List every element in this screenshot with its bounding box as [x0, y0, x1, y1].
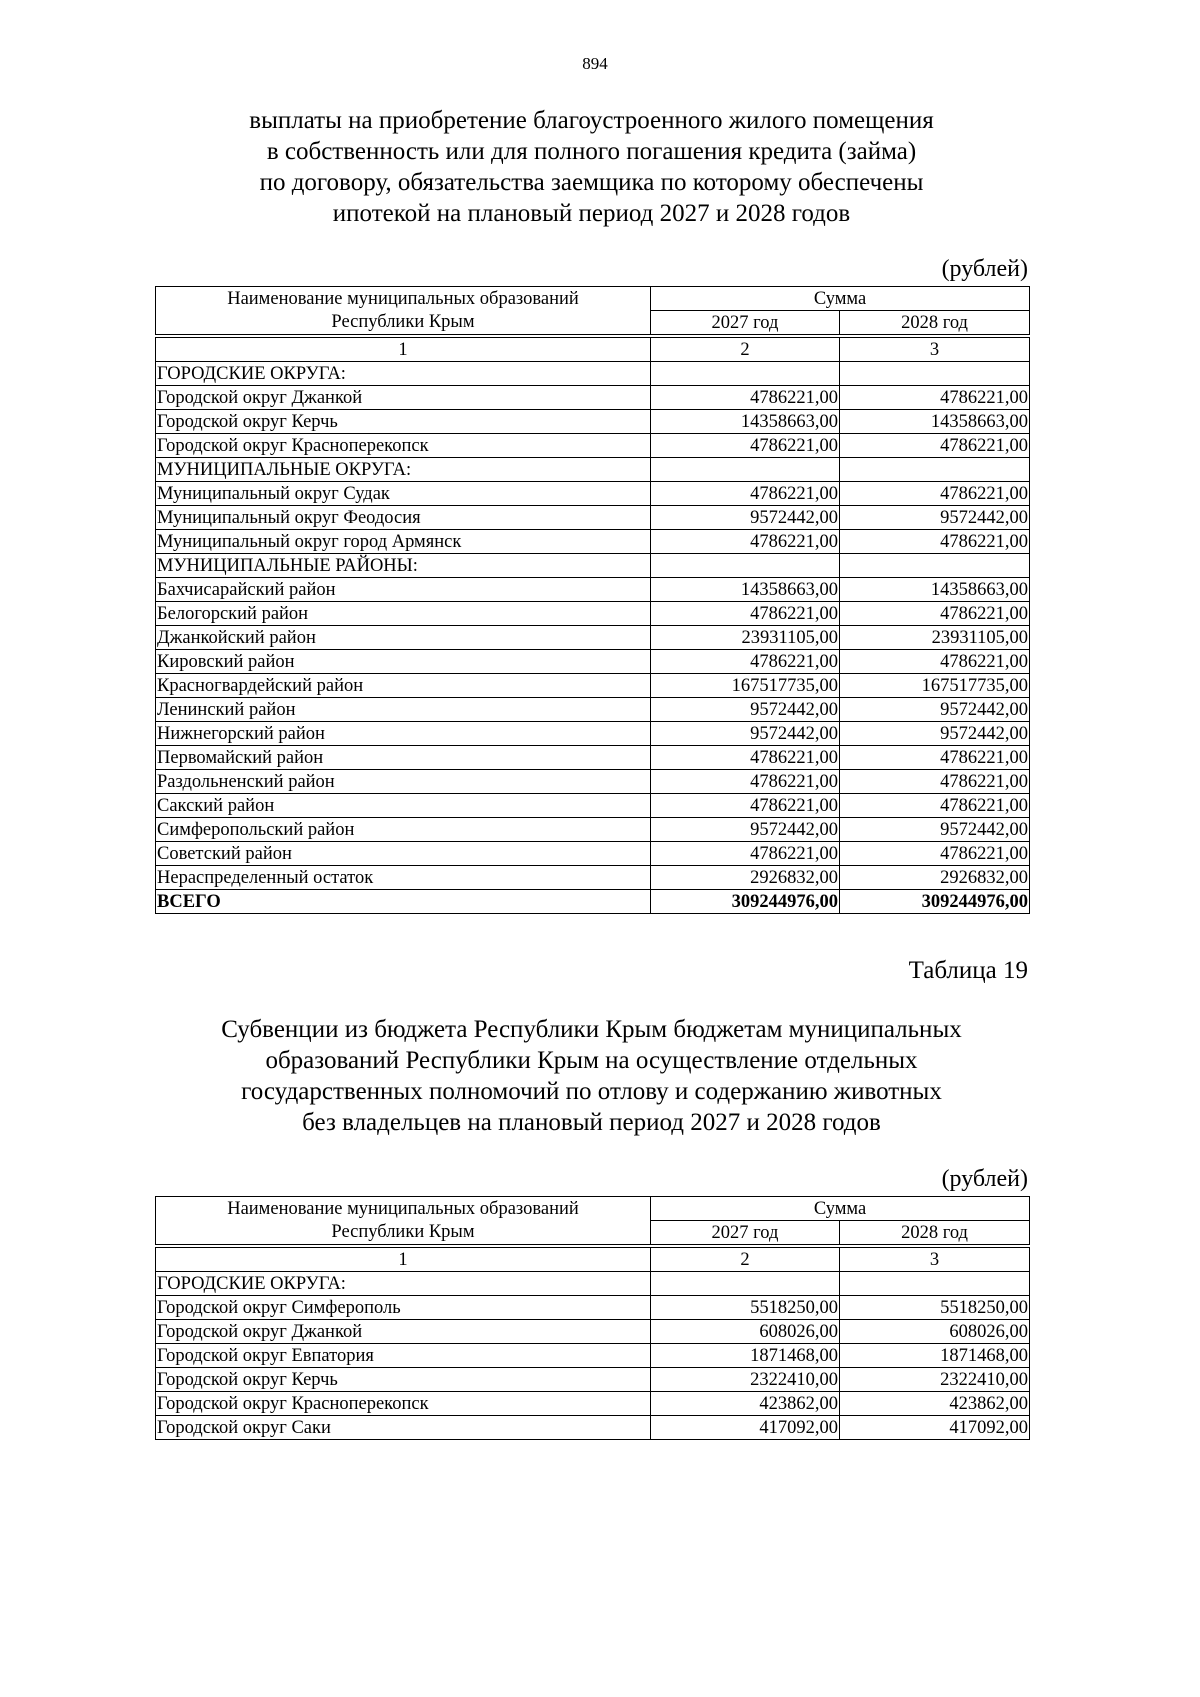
- name-cell: Городской округ Евпатория: [156, 1344, 651, 1368]
- header-year-2027: 2027 год: [651, 1221, 840, 1245]
- table-row: [156, 818, 1030, 842]
- name-cell: Ленинский район: [156, 698, 651, 722]
- table-row: [156, 722, 1030, 746]
- value-2028-cell: 9572442,00: [840, 722, 1030, 746]
- group-header-row: [156, 458, 1030, 482]
- table-row: [156, 650, 1030, 674]
- table-row: [156, 746, 1030, 770]
- value-2028-cell: 4786221,00: [840, 650, 1030, 674]
- name-cell: Городской округ Керчь: [156, 1368, 651, 1392]
- value-2027-cell: 423862,00: [651, 1392, 840, 1416]
- name-cell: Сакский район: [156, 794, 651, 818]
- value-2028-cell: 9572442,00: [840, 506, 1030, 530]
- col-number-1: 1: [156, 1248, 651, 1272]
- total-row: [156, 890, 1030, 914]
- name-cell: Джанкойский район: [156, 626, 651, 650]
- value-2028-cell: [840, 554, 1030, 578]
- value-2028-cell: 4786221,00: [840, 842, 1030, 866]
- name-cell: Кировский район: [156, 650, 651, 674]
- value-2027-cell: 417092,00: [651, 1416, 840, 1440]
- value-2028-cell: 2926832,00: [840, 866, 1030, 890]
- name-cell: Белогорский район: [156, 602, 651, 626]
- name-cell: Городской округ Красноперекопск: [156, 434, 651, 458]
- name-cell: Городской округ Джанкой: [156, 386, 651, 410]
- value-2028-cell: 167517735,00: [840, 674, 1030, 698]
- value-2028-cell: 1871468,00: [840, 1344, 1030, 1368]
- name-cell: Раздольненский район: [156, 770, 651, 794]
- value-2027-cell: 2926832,00: [651, 866, 840, 890]
- value-2027-cell: 4786221,00: [651, 746, 840, 770]
- name-cell: Симферопольский район: [156, 818, 651, 842]
- table-row: [156, 386, 1030, 410]
- value-2027-cell: 4786221,00: [651, 770, 840, 794]
- value-2028-cell: 5518250,00: [840, 1296, 1030, 1320]
- header-year-2027: 2027 год: [651, 311, 840, 335]
- col-number-1: 1: [156, 338, 651, 362]
- value-2028-cell: 608026,00: [840, 1320, 1030, 1344]
- header-sum: Сумма: [651, 287, 1030, 311]
- name-cell: Городской округ Керчь: [156, 410, 651, 434]
- unit-label: (рублей): [941, 1166, 1028, 1192]
- value-2027-cell: 4786221,00: [651, 602, 840, 626]
- value-2027-cell: 9572442,00: [651, 722, 840, 746]
- value-2027-cell: 9572442,00: [651, 698, 840, 722]
- value-2027-cell: 4786221,00: [651, 794, 840, 818]
- table-row: [156, 1344, 1030, 1368]
- title-line: Субвенции из бюджета Республики Крым бюджетам муниципальных: [221, 1016, 962, 1043]
- name-cell: ГОРОДСКИЕ ОКРУГА:: [156, 362, 651, 386]
- name-cell: ГОРОДСКИЕ ОКРУГА:: [156, 1272, 651, 1296]
- table-row: [156, 530, 1030, 554]
- value-2028-cell: 4786221,00: [840, 482, 1030, 506]
- name-cell: Городской округ Саки: [156, 1416, 651, 1440]
- page-number: 894: [582, 54, 608, 73]
- name-cell: МУНИЦИПАЛЬНЫЕ ОКРУГА:: [156, 458, 651, 482]
- table-row: [156, 1320, 1030, 1344]
- col-number-3: 3: [840, 1248, 1030, 1272]
- table-row: [156, 842, 1030, 866]
- value-2028-cell: 4786221,00: [840, 602, 1030, 626]
- subsidy-table-1: [155, 286, 1030, 914]
- value-2028-cell: [840, 458, 1030, 482]
- value-2028-cell: 14358663,00: [840, 410, 1030, 434]
- value-2028-cell: 4786221,00: [840, 434, 1030, 458]
- table-label: Таблица 19: [908, 957, 1028, 984]
- table-row: [156, 482, 1030, 506]
- header-year-2028: 2028 год: [840, 311, 1030, 335]
- table-row: [156, 770, 1030, 794]
- value-2028-cell: 9572442,00: [840, 698, 1030, 722]
- value-2027-cell: 14358663,00: [651, 410, 840, 434]
- value-2027-cell: 4786221,00: [651, 482, 840, 506]
- value-2028-cell: 423862,00: [840, 1392, 1030, 1416]
- value-2028-cell: [840, 362, 1030, 386]
- name-cell: МУНИЦИПАЛЬНЫЕ РАЙОНЫ:: [156, 554, 651, 578]
- name-cell: ВСЕГО: [156, 890, 651, 914]
- table-row: [156, 626, 1030, 650]
- name-cell: Первомайский район: [156, 746, 651, 770]
- value-2027-cell: 23931105,00: [651, 626, 840, 650]
- unit-label: (рублей): [941, 256, 1028, 282]
- name-cell: Муниципальный округ Судак: [156, 482, 651, 506]
- title-line: по договору, обязательства заемщика по которому обеспечены: [259, 169, 924, 196]
- subsidy-table-2: [155, 1196, 1030, 1440]
- table-row: [156, 866, 1030, 890]
- value-2027-cell: 4786221,00: [651, 842, 840, 866]
- value-2027-cell: 1871468,00: [651, 1344, 840, 1368]
- group-header-row: [156, 554, 1030, 578]
- title-line: без владельцев на плановый период 2027 и 2028 годов: [302, 1109, 881, 1136]
- header-name: Наименование муниципальных образований Республики Крым: [156, 287, 651, 335]
- table-row: [156, 1368, 1030, 1392]
- table-row: [156, 1296, 1030, 1320]
- value-2028-cell: 4786221,00: [840, 530, 1030, 554]
- col-number-2: 2: [651, 338, 840, 362]
- header-year-2028: 2028 год: [840, 1221, 1030, 1245]
- name-cell: Нераспределенный остаток: [156, 866, 651, 890]
- title-line: государственных полномочий по отлову и содержанию животных: [241, 1078, 942, 1105]
- value-2028-cell: [840, 1272, 1030, 1296]
- table-row: [156, 1392, 1030, 1416]
- table-row: [156, 1416, 1030, 1440]
- col-number-3: 3: [840, 338, 1030, 362]
- value-2028-cell: 9572442,00: [840, 818, 1030, 842]
- value-2028-cell: 4786221,00: [840, 794, 1030, 818]
- value-2027-cell: 309244976,00: [651, 890, 840, 914]
- header-sum: Сумма: [651, 1197, 1030, 1221]
- table-row: [156, 602, 1030, 626]
- value-2027-cell: 167517735,00: [651, 674, 840, 698]
- value-2027-cell: 9572442,00: [651, 818, 840, 842]
- value-2027-cell: 14358663,00: [651, 578, 840, 602]
- table-row: [156, 794, 1030, 818]
- value-2027-cell: 4786221,00: [651, 650, 840, 674]
- name-cell: Муниципальный округ Феодосия: [156, 506, 651, 530]
- value-2027-cell: 2322410,00: [651, 1368, 840, 1392]
- value-2027-cell: [651, 554, 840, 578]
- value-2027-cell: [651, 362, 840, 386]
- value-2027-cell: 5518250,00: [651, 1296, 840, 1320]
- name-cell: Нижнегорский район: [156, 722, 651, 746]
- name-cell: Муниципальный округ город Армянск: [156, 530, 651, 554]
- table-row: [156, 578, 1030, 602]
- table-row: [156, 506, 1030, 530]
- name-cell: Городской округ Джанкой: [156, 1320, 651, 1344]
- value-2028-cell: 14358663,00: [840, 578, 1030, 602]
- table-row: [156, 698, 1030, 722]
- value-2027-cell: 4786221,00: [651, 530, 840, 554]
- value-2027-cell: [651, 1272, 840, 1296]
- group-header-row: [156, 362, 1030, 386]
- name-cell: Городской округ Симферополь: [156, 1296, 651, 1320]
- group-header-row: [156, 1272, 1030, 1296]
- title-line: образований Республики Крым на осуществление отдельных: [265, 1047, 918, 1074]
- value-2028-cell: 4786221,00: [840, 746, 1030, 770]
- value-2027-cell: 4786221,00: [651, 386, 840, 410]
- value-2027-cell: [651, 458, 840, 482]
- value-2028-cell: 4786221,00: [840, 386, 1030, 410]
- value-2028-cell: 2322410,00: [840, 1368, 1030, 1392]
- header-name: Наименование муниципальных образований Республики Крым: [156, 1197, 651, 1245]
- title-line: ипотекой на плановый период 2027 и 2028 годов: [332, 200, 851, 227]
- table-row: [156, 434, 1030, 458]
- title-line: выплаты на приобретение благоустроенного жилого помещения: [249, 107, 934, 134]
- name-cell: Советский район: [156, 842, 651, 866]
- value-2028-cell: 23931105,00: [840, 626, 1030, 650]
- name-cell: Городской округ Красноперекопск: [156, 1392, 651, 1416]
- table-row: [156, 674, 1030, 698]
- table-row: [156, 410, 1030, 434]
- value-2027-cell: 608026,00: [651, 1320, 840, 1344]
- value-2028-cell: 417092,00: [840, 1416, 1030, 1440]
- col-number-2: 2: [651, 1248, 840, 1272]
- section2-title: [155, 1014, 1028, 1138]
- name-cell: Красногвардейский район: [156, 674, 651, 698]
- name-cell: Бахчисарайский район: [156, 578, 651, 602]
- title-line: в собственность или для полного погашения кредита (займа): [266, 138, 917, 165]
- value-2027-cell: 4786221,00: [651, 434, 840, 458]
- value-2027-cell: 9572442,00: [651, 506, 840, 530]
- value-2028-cell: 309244976,00: [840, 890, 1030, 914]
- value-2028-cell: 4786221,00: [840, 770, 1030, 794]
- section1-title: [155, 105, 1028, 229]
